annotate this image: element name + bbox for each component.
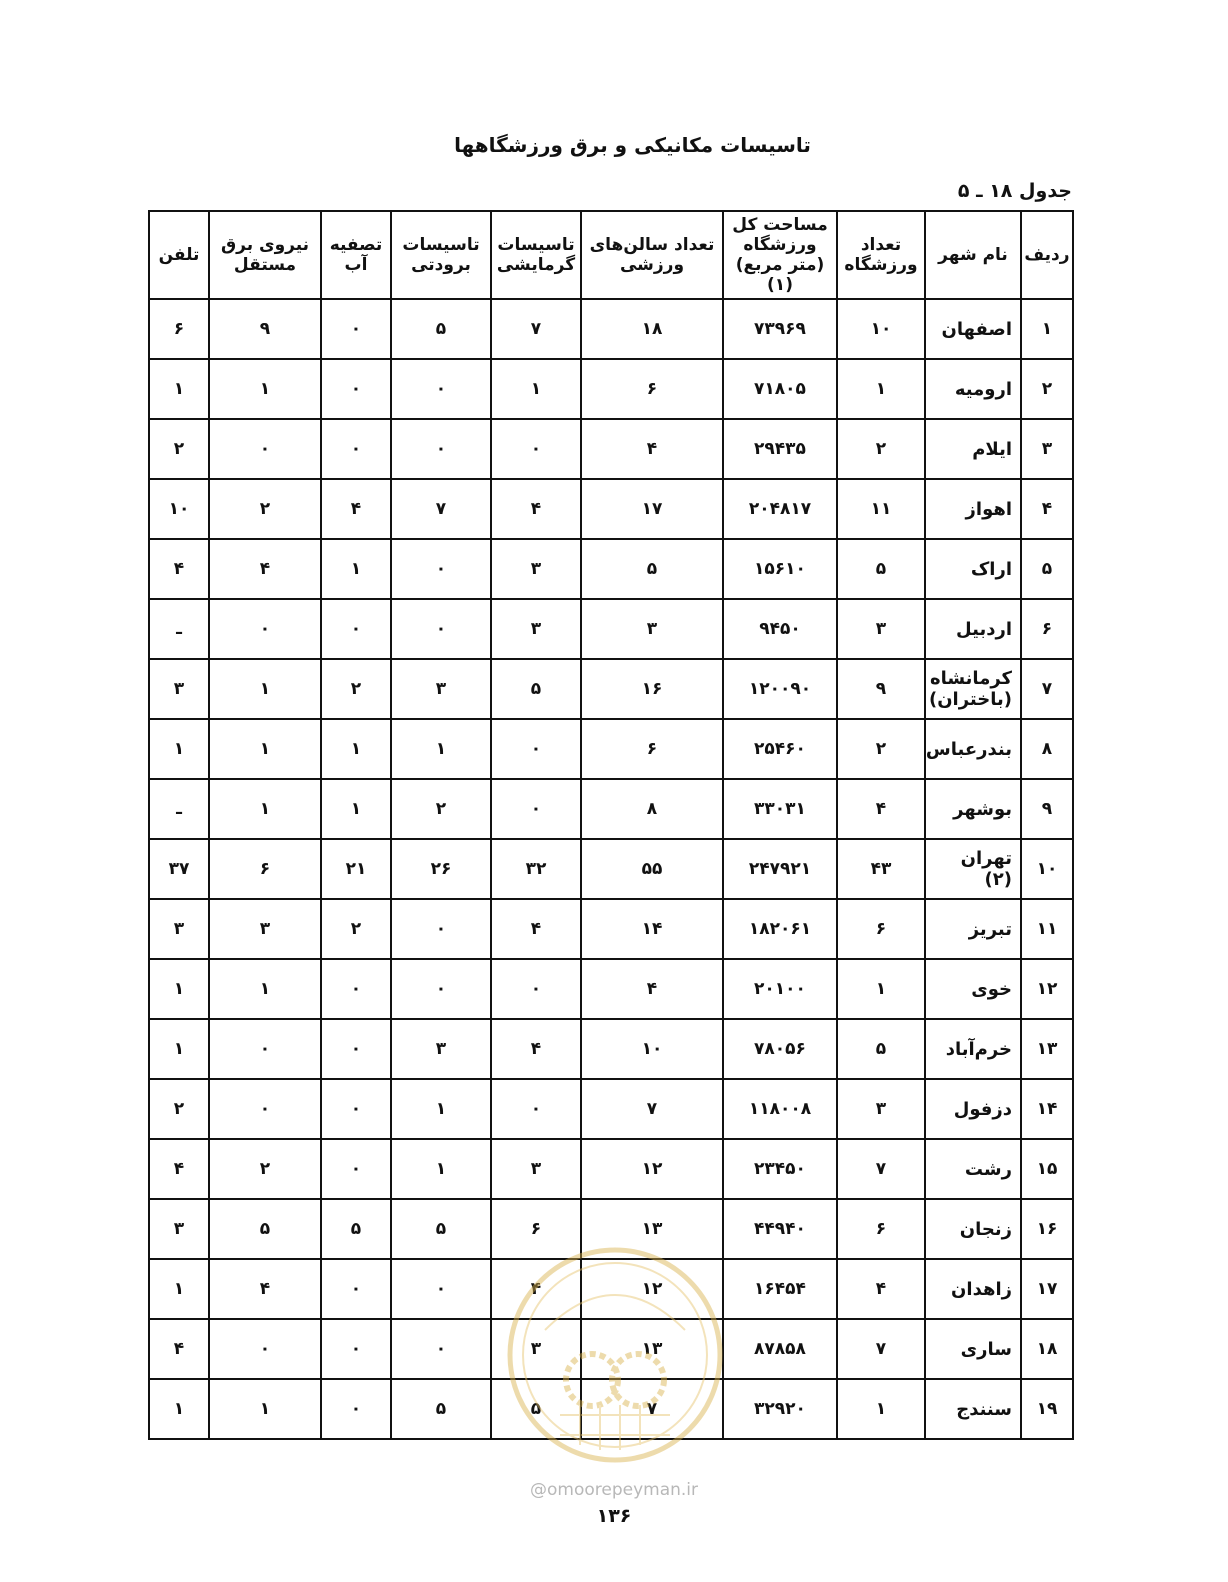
table-cell: ۳ [209, 899, 321, 959]
table-cell: ۷ [491, 299, 581, 359]
page-number: ۱۳۶ [596, 1505, 632, 1527]
table-cell: ۶ [1021, 599, 1073, 659]
table-cell: ۰ [321, 1139, 391, 1199]
table-cell: ۷۳۹۶۹ [723, 299, 837, 359]
table-cell: ۱ [209, 1379, 321, 1439]
table-cell: ۷ [391, 479, 491, 539]
table-cell: ۰ [321, 359, 391, 419]
table-cell: ۱ [149, 359, 209, 419]
table-cell: ۲۵۴۶۰ [723, 719, 837, 779]
table-row [149, 1199, 1073, 1259]
table-row [149, 899, 1073, 959]
table-cell: ۸ [1021, 719, 1073, 779]
table-cell: ۴ [491, 479, 581, 539]
table-body [149, 299, 1073, 1439]
table-cell: ۱ [149, 959, 209, 1019]
table-row [149, 299, 1073, 359]
page-title: تاسیسات مکانیکی و برق ورزشگاهها [454, 133, 811, 157]
table-cell: ۰ [391, 539, 491, 599]
table-row [149, 1379, 1073, 1439]
table-row [149, 659, 1073, 719]
table-cell: ۰ [391, 959, 491, 1019]
header-cell: نیروی برق مستقل [209, 211, 321, 299]
city-cell: بندرعباس [925, 719, 1021, 779]
table-cell: ۱۲ [581, 1259, 723, 1319]
table-cell: ۲۹۴۳۵ [723, 419, 837, 479]
city-cell: رشت [925, 1139, 1021, 1199]
table-cell: ۱۱ [837, 479, 925, 539]
table-cell: ۳ [837, 1079, 925, 1139]
table-cell: ۱ [321, 539, 391, 599]
table-row [149, 1139, 1073, 1199]
table-cell: ۳ [491, 539, 581, 599]
table-cell: ۰ [491, 779, 581, 839]
table-cell: ۵ [209, 1199, 321, 1259]
table-cell: ۱ [149, 1019, 209, 1079]
table-cell: ۵ [391, 1199, 491, 1259]
table-cell: ۵ [581, 539, 723, 599]
table-cell: ۱۷ [581, 479, 723, 539]
table-cell: ۷۸۰۵۶ [723, 1019, 837, 1079]
table-row [149, 1319, 1073, 1379]
table-cell: ۰ [321, 1319, 391, 1379]
table-cell: ۱ [391, 719, 491, 779]
table-cell: ۰ [321, 1079, 391, 1139]
table-cell: ۰ [391, 599, 491, 659]
header-cell: مساحت کل ورزشگاه (متر مربع) (۱) [723, 211, 837, 299]
header-cell: ردیف [1021, 211, 1073, 299]
table-cell: ۷ [581, 1379, 723, 1439]
table-cell: ۷ [837, 1139, 925, 1199]
table-cell: ۶ [837, 1199, 925, 1259]
table-cell: ۴۴۹۴۰ [723, 1199, 837, 1259]
header-cell: نام شهر [925, 211, 1021, 299]
table-cell: ۱۹ [1021, 1379, 1073, 1439]
table-cell: ۱ [209, 359, 321, 419]
table-row [149, 1079, 1073, 1139]
table-cell: ۶ [581, 719, 723, 779]
table-cell: ۲ [321, 899, 391, 959]
header-cell: تاسیسات گرمایشی [491, 211, 581, 299]
table-cell: ۱۳ [581, 1319, 723, 1379]
table-cell: ۰ [321, 299, 391, 359]
table-cell: ۱۰ [581, 1019, 723, 1079]
table-cell: ۲ [321, 659, 391, 719]
table-cell: ۱ [149, 719, 209, 779]
table-row [149, 959, 1073, 1019]
table-cell: ۰ [321, 1019, 391, 1079]
table-cell: ۱ [837, 1379, 925, 1439]
table-cell: ۱۰ [149, 479, 209, 539]
city-cell: زنجان [925, 1199, 1021, 1259]
table-cell: ۵ [391, 299, 491, 359]
table-row [149, 359, 1073, 419]
table-cell: ۰ [391, 359, 491, 419]
table-cell: ۰ [209, 1019, 321, 1079]
table-cell: ۳ [391, 659, 491, 719]
table-cell: ۳ [1021, 419, 1073, 479]
city-cell: اردبیل [925, 599, 1021, 659]
city-cell: خرم‌آباد [925, 1019, 1021, 1079]
table-cell: ۱ [209, 659, 321, 719]
table-cell: ۶ [491, 1199, 581, 1259]
city-cell: اصفهان [925, 299, 1021, 359]
table-cell: ۱۲۰۰۹۰ [723, 659, 837, 719]
city-cell: دزفول [925, 1079, 1021, 1139]
table-cell: ۵ [837, 1019, 925, 1079]
table-cell: ۲ [391, 779, 491, 839]
table-cell: ۵ [1021, 539, 1073, 599]
table-cell: ۱ [149, 1379, 209, 1439]
table-cell: ۳ [491, 1139, 581, 1199]
table-cell: ۰ [391, 1259, 491, 1319]
table-cell: ۷ [837, 1319, 925, 1379]
table-cell: ۹۴۵۰ [723, 599, 837, 659]
city-cell: ساری [925, 1319, 1021, 1379]
table-cell: ۹ [837, 659, 925, 719]
table-cell: ۱۴ [1021, 1079, 1073, 1139]
table-cell: ۶ [837, 899, 925, 959]
table-cell: ۱ [209, 779, 321, 839]
table-cell: ۰ [491, 1079, 581, 1139]
table-cell: ۵ [391, 1379, 491, 1439]
city-cell: بوشهر [925, 779, 1021, 839]
table-cell: ۱ [837, 959, 925, 1019]
table-cell: ۷ [1021, 659, 1073, 719]
table-cell: ۲۳۴۵۰ [723, 1139, 837, 1199]
table-cell: ۲ [149, 1079, 209, 1139]
table-cell: ۱ [209, 719, 321, 779]
table-row [149, 599, 1073, 659]
table-cell: ۸ [581, 779, 723, 839]
table-cell: ۲۶ [391, 839, 491, 899]
table-cell: ۱ [321, 779, 391, 839]
city-cell: ارومیه [925, 359, 1021, 419]
table-cell: ۳ [149, 1199, 209, 1259]
table-cell: ۳ [581, 599, 723, 659]
city-cell: زاهدان [925, 1259, 1021, 1319]
table-cell: ۴ [209, 1259, 321, 1319]
table-cell: ۴ [491, 1259, 581, 1319]
table-cell: ۲ [837, 419, 925, 479]
table-cell: ۵ [321, 1199, 391, 1259]
table-cell: ۱ [209, 959, 321, 1019]
table-cell: ۱۳ [1021, 1019, 1073, 1079]
table-cell: ۰ [209, 1079, 321, 1139]
table-cell: ۱ [1021, 299, 1073, 359]
table-cell: ۱ [837, 359, 925, 419]
header-cell: تاسیسات برودتی [391, 211, 491, 299]
table-row [149, 1019, 1073, 1079]
table-row [149, 539, 1073, 599]
table-cell: ۲ [209, 1139, 321, 1199]
table-cell: ۱۱ [1021, 899, 1073, 959]
table-cell: ۰ [321, 599, 391, 659]
table-cell: ۳ [149, 659, 209, 719]
table-row [149, 779, 1073, 839]
table-cell: ۹ [1021, 779, 1073, 839]
table-cell: ۱۲ [581, 1139, 723, 1199]
table-cell: ۰ [321, 419, 391, 479]
table-cell: ۳ [491, 1319, 581, 1379]
table-cell: ۱۶ [1021, 1199, 1073, 1259]
data-table [148, 210, 1074, 1440]
table-cell: ۱۸ [1021, 1319, 1073, 1379]
table-cell: ۱ [391, 1139, 491, 1199]
table-cell: ۶ [149, 299, 209, 359]
site-watermark: @omoorepeyman.ir [529, 1480, 699, 1500]
data-table-container [148, 210, 1072, 1432]
table-cell: ۲۰۴۸۱۷ [723, 479, 837, 539]
table-cell: ۵ [491, 659, 581, 719]
table-cell: ۱ [491, 359, 581, 419]
table-cell: ۲ [209, 479, 321, 539]
table-cell: ۴ [209, 539, 321, 599]
table-cell: ۲ [1021, 359, 1073, 419]
table-row [149, 1259, 1073, 1319]
table-cell: ۰ [321, 959, 391, 1019]
table-cell: ۱۶۴۵۴ [723, 1259, 837, 1319]
city-cell: اهواز [925, 479, 1021, 539]
table-cell: ۴ [837, 779, 925, 839]
table-cell: ۰ [491, 419, 581, 479]
table-cell: ۴ [1021, 479, 1073, 539]
table-row [149, 839, 1073, 899]
city-cell: خوی [925, 959, 1021, 1019]
table-cell: ۴ [491, 1019, 581, 1079]
table-cell: ۱۸۲۰۶۱ [723, 899, 837, 959]
table-cell: ۱۶ [581, 659, 723, 719]
table-cell: ۷۱۸۰۵ [723, 359, 837, 419]
header-cell: تصفیه آب [321, 211, 391, 299]
table-cell: ۱۰ [1021, 839, 1073, 899]
table-row [149, 479, 1073, 539]
table-cell: ۱۵۶۱۰ [723, 539, 837, 599]
table-cell: ۱۵ [1021, 1139, 1073, 1199]
table-cell: ۲ [837, 719, 925, 779]
table-cell: ۳۲۹۲۰ [723, 1379, 837, 1439]
table-cell: ۵۵ [581, 839, 723, 899]
table-cell: ۶ [581, 359, 723, 419]
table-cell: ۰ [209, 1319, 321, 1379]
table-row [149, 719, 1073, 779]
table-cell: ۱۳ [581, 1199, 723, 1259]
table-cell: ۲۴۷۹۲۱ [723, 839, 837, 899]
city-cell: کرمانشاه (باختران) [925, 659, 1021, 719]
table-cell: ۳۲ [491, 839, 581, 899]
table-cell: ۱ [391, 1079, 491, 1139]
table-cell: ۳ [837, 599, 925, 659]
table-cell: ۰ [491, 959, 581, 1019]
table-cell: ۱ [321, 719, 391, 779]
table-cell: ۲۰۱۰۰ [723, 959, 837, 1019]
city-cell: سنندج [925, 1379, 1021, 1439]
table-cell: ۰ [321, 1379, 391, 1439]
table-cell: ۵ [491, 1379, 581, 1439]
city-cell: ایلام [925, 419, 1021, 479]
table-cell: ۳۷ [149, 839, 209, 899]
table-cell: ۶ [209, 839, 321, 899]
table-cell: ۴ [149, 1319, 209, 1379]
table-cell: ۱۴ [581, 899, 723, 959]
table-cell: ۳ [391, 1019, 491, 1079]
table-cell: ۱ [149, 1259, 209, 1319]
table-cell: ۲۱ [321, 839, 391, 899]
table-cell: ۱۸ [581, 299, 723, 359]
table-cell: ۰ [209, 419, 321, 479]
city-cell: تبریز [925, 899, 1021, 959]
table-cell: ۱۱۸۰۰۸ [723, 1079, 837, 1139]
table-cell: ۴۳ [837, 839, 925, 899]
table-row [149, 419, 1073, 479]
table-cell: ۰ [491, 719, 581, 779]
header-cell: تلفن [149, 211, 209, 299]
table-cell: ۹ [209, 299, 321, 359]
table-caption: جدول ۱۸ ـ ۵ [957, 180, 1072, 202]
table-cell: ۲ [149, 419, 209, 479]
table-cell: ۴ [581, 959, 723, 1019]
table-cell: ۴ [581, 419, 723, 479]
table-cell: ۴ [321, 479, 391, 539]
table-cell: ۱۷ [1021, 1259, 1073, 1319]
table-cell: ۰ [391, 899, 491, 959]
table-cell: ۳۳۰۳۱ [723, 779, 837, 839]
table-cell: ۴ [491, 899, 581, 959]
table-cell: ۱۲ [1021, 959, 1073, 1019]
city-cell: تهران (۲) [925, 839, 1021, 899]
table-cell: ۴ [837, 1259, 925, 1319]
table-cell: ۱۰ [837, 299, 925, 359]
table-cell: ۷ [581, 1079, 723, 1139]
table-cell: ۳ [491, 599, 581, 659]
city-cell: اراک [925, 539, 1021, 599]
table-cell: ۰ [391, 419, 491, 479]
table-cell: ۰ [209, 599, 321, 659]
table-cell: ـ [149, 779, 209, 839]
table-cell: ۸۷۸۵۸ [723, 1319, 837, 1379]
table-cell: ۰ [391, 1319, 491, 1379]
table-cell: ۵ [837, 539, 925, 599]
table-cell: ـ [149, 599, 209, 659]
table-cell: ۳ [149, 899, 209, 959]
table-cell: ۴ [149, 539, 209, 599]
header-cell: تعداد ورزشگاه [837, 211, 925, 299]
table-cell: ۴ [149, 1139, 209, 1199]
table-cell: ۰ [321, 1259, 391, 1319]
header-cell: تعداد سالن‌های ورزشی [581, 211, 723, 299]
table-header-row [149, 211, 1073, 299]
